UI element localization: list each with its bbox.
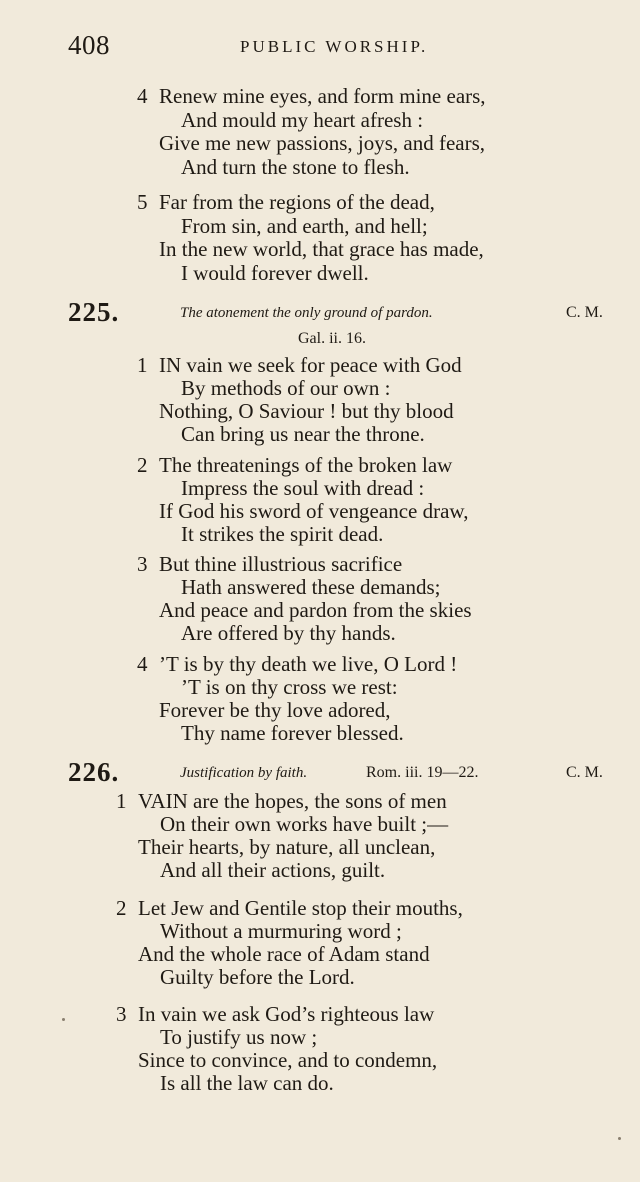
verse-line: On their own works have built ;—	[160, 812, 449, 836]
hymn-meter: C. M.	[566, 304, 603, 321]
verse-line: From sin, and earth, and hell;	[181, 214, 428, 238]
verse-line: Hath answered these demands;	[181, 575, 441, 599]
verse-number: 3	[116, 1002, 127, 1026]
verse-line: Their hearts, by nature, all unclean,	[138, 835, 436, 859]
verse-line: And all their actions, guilt.	[160, 858, 386, 882]
verse-number: 5	[137, 190, 148, 214]
page-header	[68, 30, 580, 64]
verse-line	[137, 84, 486, 108]
verse-text: In vain we ask God’s righteous law	[138, 1002, 435, 1026]
verse-line: Forever be thy love adored,	[159, 698, 391, 722]
verse-line: I would forever dwell.	[181, 261, 369, 285]
scripture-reference: Rom. iii. 19—22.	[366, 764, 479, 781]
verse-line	[137, 353, 462, 377]
verse-line	[116, 1002, 434, 1026]
verse-line: Can bring us near the throne.	[181, 422, 425, 446]
verse-number: 4	[137, 84, 148, 108]
verse-number: 1	[137, 353, 148, 377]
hymn-number: 226.	[68, 757, 120, 787]
verse-text: The threatenings of the broken law	[159, 453, 453, 477]
verse-line: Thy name forever blessed.	[181, 721, 404, 745]
verse-line: Without a murmuring word ;	[160, 919, 402, 943]
verse-text: IN vain we seek for peace with God	[159, 353, 462, 377]
hymn-number: 225.	[68, 297, 120, 327]
verse-line: If God his sword of vengeance draw,	[159, 499, 469, 523]
scripture-reference: Gal. ii. 16.	[298, 330, 366, 347]
verse-line: Give me new passions, joys, and fears,	[159, 131, 486, 155]
verse-line: And turn the stone to flesh.	[181, 155, 410, 179]
verse-line	[137, 552, 402, 576]
verse-line	[116, 896, 463, 920]
verse-number: 1	[116, 789, 127, 813]
verse-line: Guilty before the Lord.	[160, 965, 355, 989]
verse-line	[137, 453, 452, 477]
hymn-title: The atonement the only ground of pardon.	[180, 305, 433, 321]
verse-text: Far from the regions of the dead,	[159, 190, 435, 214]
verse-line	[137, 652, 457, 676]
verse-line: Is all the law can do.	[160, 1071, 334, 1095]
hymn-meter: C. M.	[566, 764, 603, 781]
verse-line: In the new world, that grace has made,	[159, 237, 484, 261]
hymn-title: Justification by faith.	[180, 765, 308, 781]
verse-line: And mould my heart afresh :	[181, 108, 424, 132]
verse-line: Since to convince, and to condemn,	[138, 1048, 438, 1072]
verse-line	[137, 190, 435, 214]
verse-line: And peace and pardon from the skies	[159, 598, 472, 622]
verse-line: ’T is on thy cross we rest:	[181, 675, 398, 699]
verse-line: By methods of our own :	[181, 376, 391, 400]
verse-line: Nothing, O Saviour ! but thy blood	[159, 399, 454, 423]
verse-number: 2	[116, 896, 127, 920]
running-title: PUBLIC WORSHIP.	[240, 37, 429, 56]
verse-text: Renew mine eyes, and form mine ears,	[159, 84, 486, 108]
verse-line: It strikes the spirit dead.	[181, 522, 384, 546]
verse-line: Are offered by thy hands.	[181, 621, 396, 645]
verse-line: And the whole race of Adam stand	[138, 942, 430, 966]
verse-text: ’T is by thy death we live, O Lord !	[159, 652, 458, 676]
verse-number: 3	[137, 552, 148, 576]
verse-text: But thine illustrious sacrifice	[159, 552, 403, 576]
verse-text: VAIN are the hopes, the sons of men	[138, 789, 447, 813]
verse-line	[116, 789, 447, 813]
page-number: 408	[68, 30, 110, 60]
paper-speck	[62, 1018, 65, 1021]
verse-line: To justify us now ;	[160, 1025, 318, 1049]
verse-number: 4	[137, 652, 148, 676]
verse-text: Let Jew and Gentile stop their mouths,	[138, 896, 463, 920]
paper-speck	[618, 1137, 621, 1140]
verse-number: 2	[137, 453, 148, 477]
verse-line: Impress the soul with dread :	[181, 476, 425, 500]
